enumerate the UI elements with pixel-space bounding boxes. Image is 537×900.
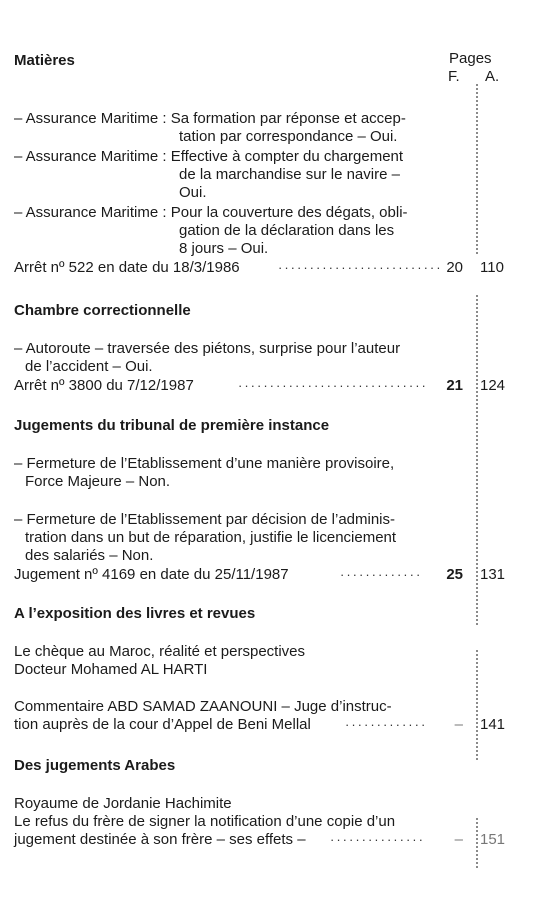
entry-line: Oui. xyxy=(179,184,207,201)
page-number-a: 124 xyxy=(480,377,506,394)
entry-line: gation de la déclaration dans les xyxy=(179,222,395,239)
page-number-a: 110 xyxy=(480,259,504,276)
reference-line: Arrêt nº 3800 du 7/12/1987 xyxy=(14,377,194,394)
entry-line: tion auprès de la cour d’Appel de Beni Mellal xyxy=(14,716,311,733)
entry-line: de l’accident – Oui. xyxy=(25,358,153,375)
column-a-label: A. xyxy=(485,68,500,85)
entry-line: – Fermeture de l’Etablissement par décision de l’adminis- xyxy=(14,511,396,528)
page-number-f: 25 xyxy=(446,566,463,583)
entry-line: de la marchandise sur le navire – xyxy=(179,166,400,183)
entry-line: – Assurance Maritime : Effective à compter du chargement xyxy=(14,148,404,165)
matieres-heading: Matières xyxy=(14,52,75,69)
pages-heading: Pages xyxy=(449,50,492,67)
entry-line: tration dans un but de réparation, justifie le licenciement xyxy=(25,529,397,546)
entry-line: – Assurance Maritime : Sa formation par réponse et accep- xyxy=(14,110,406,127)
entry-line: jugement destinée à son frère – ses effets – xyxy=(14,831,306,848)
column-separator xyxy=(476,650,478,760)
page-number-a: 151 xyxy=(480,831,506,848)
entry-line: Le refus du frère de signer la notification d’une copie d’un xyxy=(14,813,396,830)
entry-line: Le chèque au Maroc, réalité et perspectives xyxy=(14,643,305,660)
entry-line: 8 jours – Oui. xyxy=(179,240,269,257)
section-heading: Des jugements Arabes xyxy=(14,757,176,774)
entry-line: tation par correspondance – Oui. xyxy=(179,128,398,145)
page-number-a: 131 xyxy=(480,566,506,583)
reference-line: Arrêt nº 522 en date du 18/3/1986 xyxy=(14,259,240,276)
entry-line: Commentaire ABD SAMAD ZAANOUNI – Juge d’instruc- xyxy=(14,698,392,715)
page-number-f: – xyxy=(454,716,463,733)
section-heading: Jugements du tribunal de première instance xyxy=(14,417,330,434)
dot-leader: ··············· xyxy=(330,832,425,847)
dot-leader: ············· xyxy=(345,717,428,732)
column-separator xyxy=(476,84,478,254)
page-number-f: 21 xyxy=(446,377,463,394)
section-heading: Chambre correctionnelle xyxy=(14,302,191,319)
entry-line: Royaume de Jordanie Hachimite xyxy=(14,795,232,812)
page-number-f: 20 xyxy=(446,259,463,276)
page-number-f: – xyxy=(454,831,463,848)
column-separator xyxy=(476,818,478,868)
column-separator xyxy=(476,295,478,625)
entry-line: Force Majeure – Non. xyxy=(25,473,171,490)
dot-leader: ············· xyxy=(340,567,423,582)
entry-line: Docteur Mohamed AL HARTI xyxy=(14,661,208,678)
entry-line: – Assurance Maritime : Pour la couverture des dégats, obli- xyxy=(14,204,408,221)
dot-leader: ·························· xyxy=(278,260,443,275)
column-f-label: F. xyxy=(448,68,460,85)
entry-line: – Autoroute – traversée des piétons, surprise pour l’auteur xyxy=(14,340,401,357)
section-heading: A l’exposition des livres et revues xyxy=(14,605,256,622)
dot-leader: ······························ xyxy=(238,378,428,393)
entry-line: des salariés – Non. xyxy=(25,547,154,564)
page-number-a: 141 xyxy=(480,716,506,733)
reference-line: Jugement nº 4169 en date du 25/11/1987 xyxy=(14,566,289,583)
entry-line: – Fermeture de l’Etablissement d’une manière provisoire, xyxy=(14,455,395,472)
